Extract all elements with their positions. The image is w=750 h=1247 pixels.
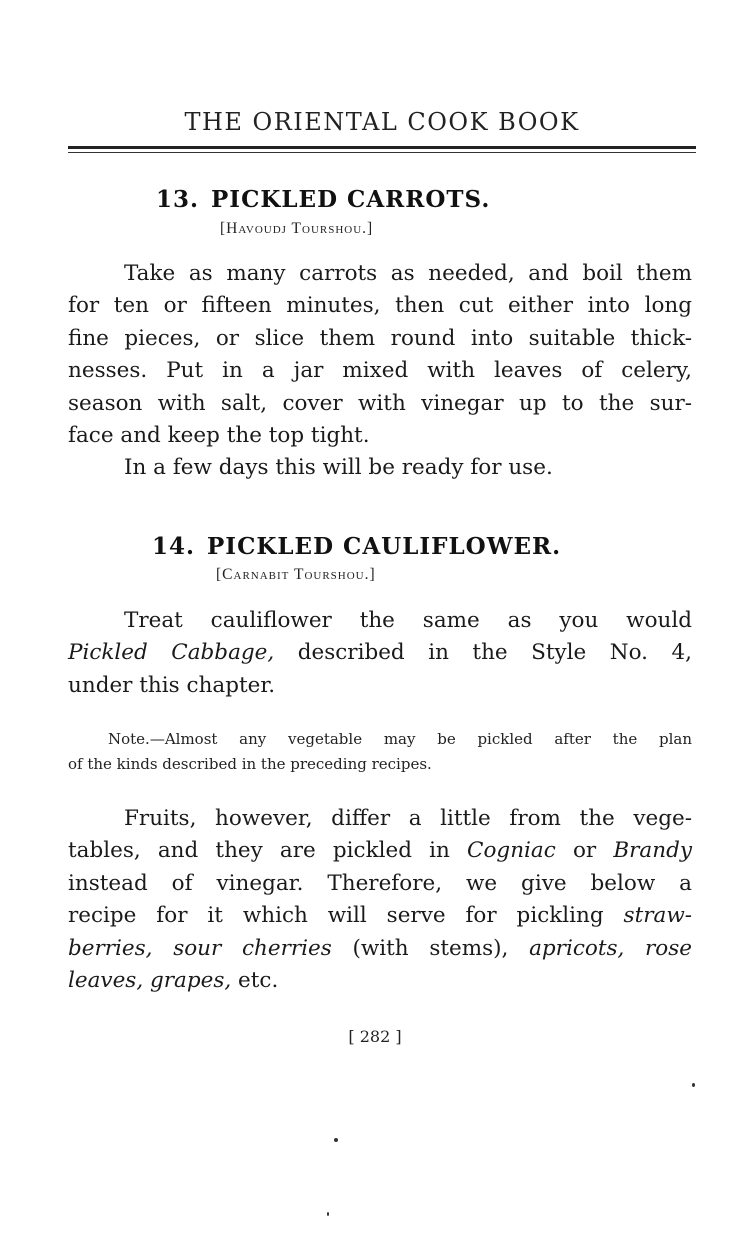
recipe-title: PICKLED CARROTS.: [211, 186, 491, 213]
fruits-paragraph: [68, 803, 692, 997]
text-line: berries, sour cherries (with stems), apricots, rose: [68, 935, 692, 961]
text-line: nesses. Put in a jar mixed with leaves of celery,: [68, 358, 692, 384]
scan-speck: [692, 1083, 695, 1087]
text-line: under this chapter.: [68, 672, 276, 698]
header-rule-thick: [68, 146, 696, 149]
recipe-14-body: [68, 605, 692, 702]
note-line: Note.—Almost any vegetable may be pickled after the plan: [108, 730, 692, 748]
italic-text: Pickled Cabbage,: [68, 640, 275, 666]
text-line: Pickled Cabbage, described in the Style No. 4,: [68, 640, 692, 666]
recipe-13-body: [68, 258, 692, 485]
note: [68, 727, 692, 777]
text-line: Treat cauliflower the same as you would: [124, 608, 692, 633]
text-line: for ten or fifteen minutes, then cut either into long: [68, 293, 692, 319]
text-line: instead of vinegar. Therefore, we give below a: [68, 870, 692, 896]
running-head: THE ORIENTAL COOK BOOK: [184, 108, 580, 136]
page-number: [ 282 ]: [348, 1027, 402, 1046]
recipe-14-heading: [152, 533, 561, 560]
recipe-title: PICKLED CAULIFLOWER.: [207, 533, 562, 560]
text-line: season with salt, cover with vinegar up to the sur-: [68, 390, 692, 416]
text-line: fine pieces, or slice them round into suitable thick-: [68, 325, 692, 351]
note-line: of the kinds described in the preceding recipes.: [68, 755, 432, 773]
recipe-13-heading: [156, 186, 490, 213]
text-line: In a few days this will be ready for use.: [124, 455, 553, 481]
text-line: face and keep the top tight.: [68, 423, 370, 449]
recipe-number: 13.: [156, 186, 200, 213]
scan-speck: [327, 1212, 329, 1216]
header-rule-thin: [68, 152, 696, 153]
text-line: leaves, grapes, etc.: [68, 968, 279, 994]
text-line: Take as many carrots as needed, and boil them: [124, 261, 692, 286]
text-line: Fruits, however, differ a little from the vege-: [124, 806, 692, 831]
text-line: tables, and they are pickled in Cogniac or Brandy: [68, 838, 692, 864]
recipe-14-subtitle: [Carnabit Tourshou.]: [216, 566, 376, 583]
recipe-number: 14.: [152, 533, 196, 560]
scan-speck: [334, 1138, 338, 1142]
recipe-13-subtitle: [Havoudj Tourshou.]: [220, 220, 374, 237]
text-line: recipe for it which will serve for pickling straw-: [68, 903, 692, 929]
